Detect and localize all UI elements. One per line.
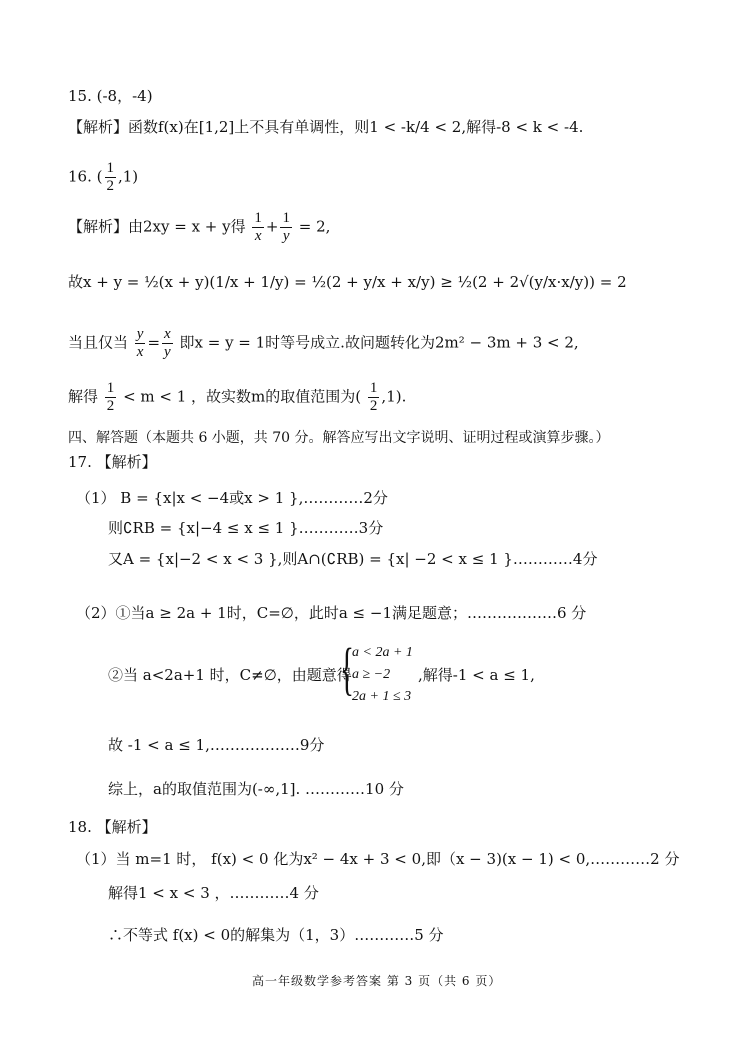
system-brace: { xyxy=(340,636,354,701)
q18-line2: 解得1 < x < 3 ，…………4 分 xyxy=(108,884,319,902)
q17-label: 17. 【解析】 xyxy=(68,453,157,471)
q17-part2-case2-post: ,解得-1 < a ≤ 1, xyxy=(418,666,535,684)
q16-label: 16. xyxy=(68,167,92,186)
q16-answer-tail: ,1) xyxy=(118,167,139,186)
q16-analysis-line1: 【解析】由2xy = x + y得 $\frac{1}{x}$ + $\frac{1}{y}$ = 2, xyxy=(68,210,331,244)
q17-part1-line2: 则∁RB = {x|−4 ≤ x ≤ 1 }…………3分 xyxy=(108,519,384,537)
q17-part1-line3: 又A = {x|−2 < x < 3 },则A∩(∁RB) = {x| −2 < x ≤ 1 }…………4分 xyxy=(108,550,598,568)
q18-label: 18. 【解析】 xyxy=(68,818,157,836)
q17-system: a < 2a + 1 a ≥ −2 2a + 1 ≤ 3 xyxy=(352,645,413,704)
q16-analysis-line4: 解得 $\frac{1}{2}$ < m < 1 ，故实数m的取值范围为( $\frac{1}{2}$ ,1). xyxy=(68,380,407,414)
q15-analysis: 【解析】函数f(x)在[1,2]上不具有单调性，则1 < -k/4 < 2,解得-8 < k < -4. xyxy=(68,118,584,136)
q17-part1-line1: （1） B = {x|x < −4或x > 1 },…………2分 xyxy=(76,489,388,507)
q17-part2-case2-pre: ②当 a<2a+1 时，C≠∅，由题意得 xyxy=(108,666,352,684)
q16-analysis-line3: 当且仅当 $\frac{y}{x}$ = $\frac{x}{y}$ 即x = y = 1时等号成立.故问题转化为2m² − 3m + 3 < 2, xyxy=(68,326,579,360)
section-4-title: 四、解答题（本题共 6 小题，共 70 分。解答应写出文字说明、证明过程或演算步骤。） xyxy=(68,430,610,446)
q16-analysis-line2: 故x + y = ½(x + y)(1/x + 1/y) = ½(2 + y/x + x/y) ≥ ½(2 + 2√(y/x·x/y)) = 2 xyxy=(68,273,627,291)
q17-part2-line1: （2）①当a ≥ 2a + 1时，C=∅，此时a ≤ −1满足题意；………………6 分 xyxy=(76,604,587,622)
q18-line1: （1）当 m=1 时， f(x) < 0 化为x² − 4x + 3 < 0,即（x − 3)(x − 1) < 0,…………2 分 xyxy=(76,850,680,868)
q18-line3: ∴不等式 f(x) < 0的解集为（1，3）…………5 分 xyxy=(108,926,444,944)
q17-part2-line3: 故 -1 < a ≤ 1,………………9分 xyxy=(108,736,325,754)
q17-part2-line4: 综上，a的取值范围为(-∞,1]. …………10 分 xyxy=(108,780,404,798)
q15-answer: 15. (-8，-4) xyxy=(68,87,153,105)
page-footer: 高一年级数学参考答案 第 3 页（共 6 页） xyxy=(252,974,502,988)
q16-half-fraction: $\frac{1}{2}$ xyxy=(106,160,114,194)
q16-answer: 16. ( $\frac{1}{2}$ ,1) xyxy=(68,160,139,194)
